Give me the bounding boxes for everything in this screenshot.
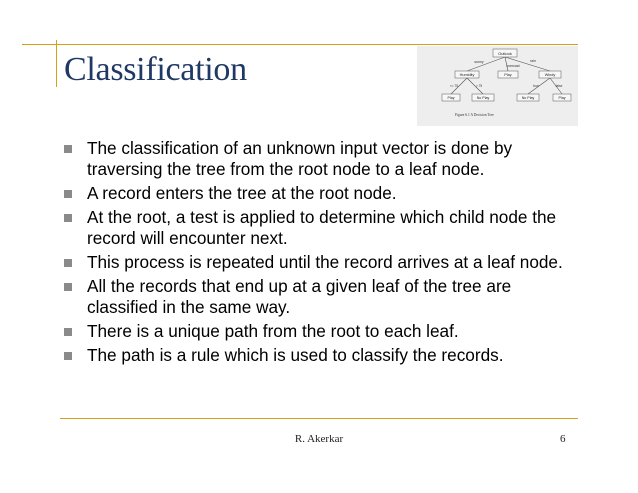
square-bullet-icon	[64, 190, 72, 198]
bullet-list	[60, 138, 580, 369]
bullet-text: A record enters the tree at the root node.	[87, 183, 397, 203]
footer-author: R. Akerkar	[294, 433, 344, 445]
tree-leaf-3-label: No Play	[521, 96, 535, 100]
branch-label-overcast: overcast	[506, 64, 520, 68]
branch-label-humidity-low: <= 75	[449, 84, 459, 88]
branch-label-windy-true: true	[533, 84, 539, 88]
square-bullet-icon	[64, 328, 72, 336]
tree-leaf-1-label: Play	[447, 96, 455, 100]
decision-tree-figure	[417, 46, 578, 126]
bullet-text: There is a unique path from the root to each leaf.	[87, 321, 459, 341]
bullet-item	[60, 183, 580, 204]
bullet-item	[60, 321, 580, 342]
title-accent-line	[56, 40, 57, 87]
page-number: 6	[560, 433, 566, 445]
bullet-text: All the records that end up at a given leaf of the tree are classified in the same way.	[87, 276, 512, 317]
bullet-item	[60, 345, 580, 366]
tree-node-play-label: Play	[504, 73, 512, 77]
bullet-item	[60, 207, 580, 249]
branch-label-windy-false: false	[555, 84, 563, 88]
bullet-item	[60, 252, 580, 273]
bottom-divider-line	[60, 418, 578, 419]
square-bullet-icon	[64, 352, 72, 360]
tree-leaf-4-label: Play	[558, 96, 566, 100]
bullet-text: At the root, a test is applied to determine which child node the record will encounter next.	[87, 207, 557, 248]
tree-root-label: Outlook	[498, 51, 512, 56]
square-bullet-icon	[64, 145, 72, 153]
bullet-text: The path is a rule which is used to classify the records.	[87, 345, 504, 365]
bullet-item	[60, 276, 580, 318]
top-divider-line	[22, 44, 578, 45]
branch-label-humidity-high: > 75	[475, 84, 483, 88]
bullet-text: The classification of an unknown input vector is done by traversing the tree from the root node to a leaf node.	[87, 138, 513, 179]
square-bullet-icon	[64, 283, 72, 291]
tree-leaf-2-label: No Play	[476, 96, 490, 100]
branch-label-sunny: sunny	[474, 60, 484, 64]
slide-title: Classification	[64, 51, 247, 88]
square-bullet-icon	[64, 259, 72, 267]
figure-caption: Figure 6.1 A Decision Tree	[455, 113, 494, 117]
bullet-text: This process is repeated until the record arrives at a leaf node.	[87, 252, 563, 272]
branch-label-rain: rain	[530, 59, 536, 63]
tree-node-windy-label: Windy	[544, 73, 556, 77]
bullet-item	[60, 138, 580, 180]
decision-tree-diagram	[417, 46, 578, 126]
tree-node-humidity-label: Humidity	[459, 73, 475, 77]
square-bullet-icon	[64, 214, 72, 222]
